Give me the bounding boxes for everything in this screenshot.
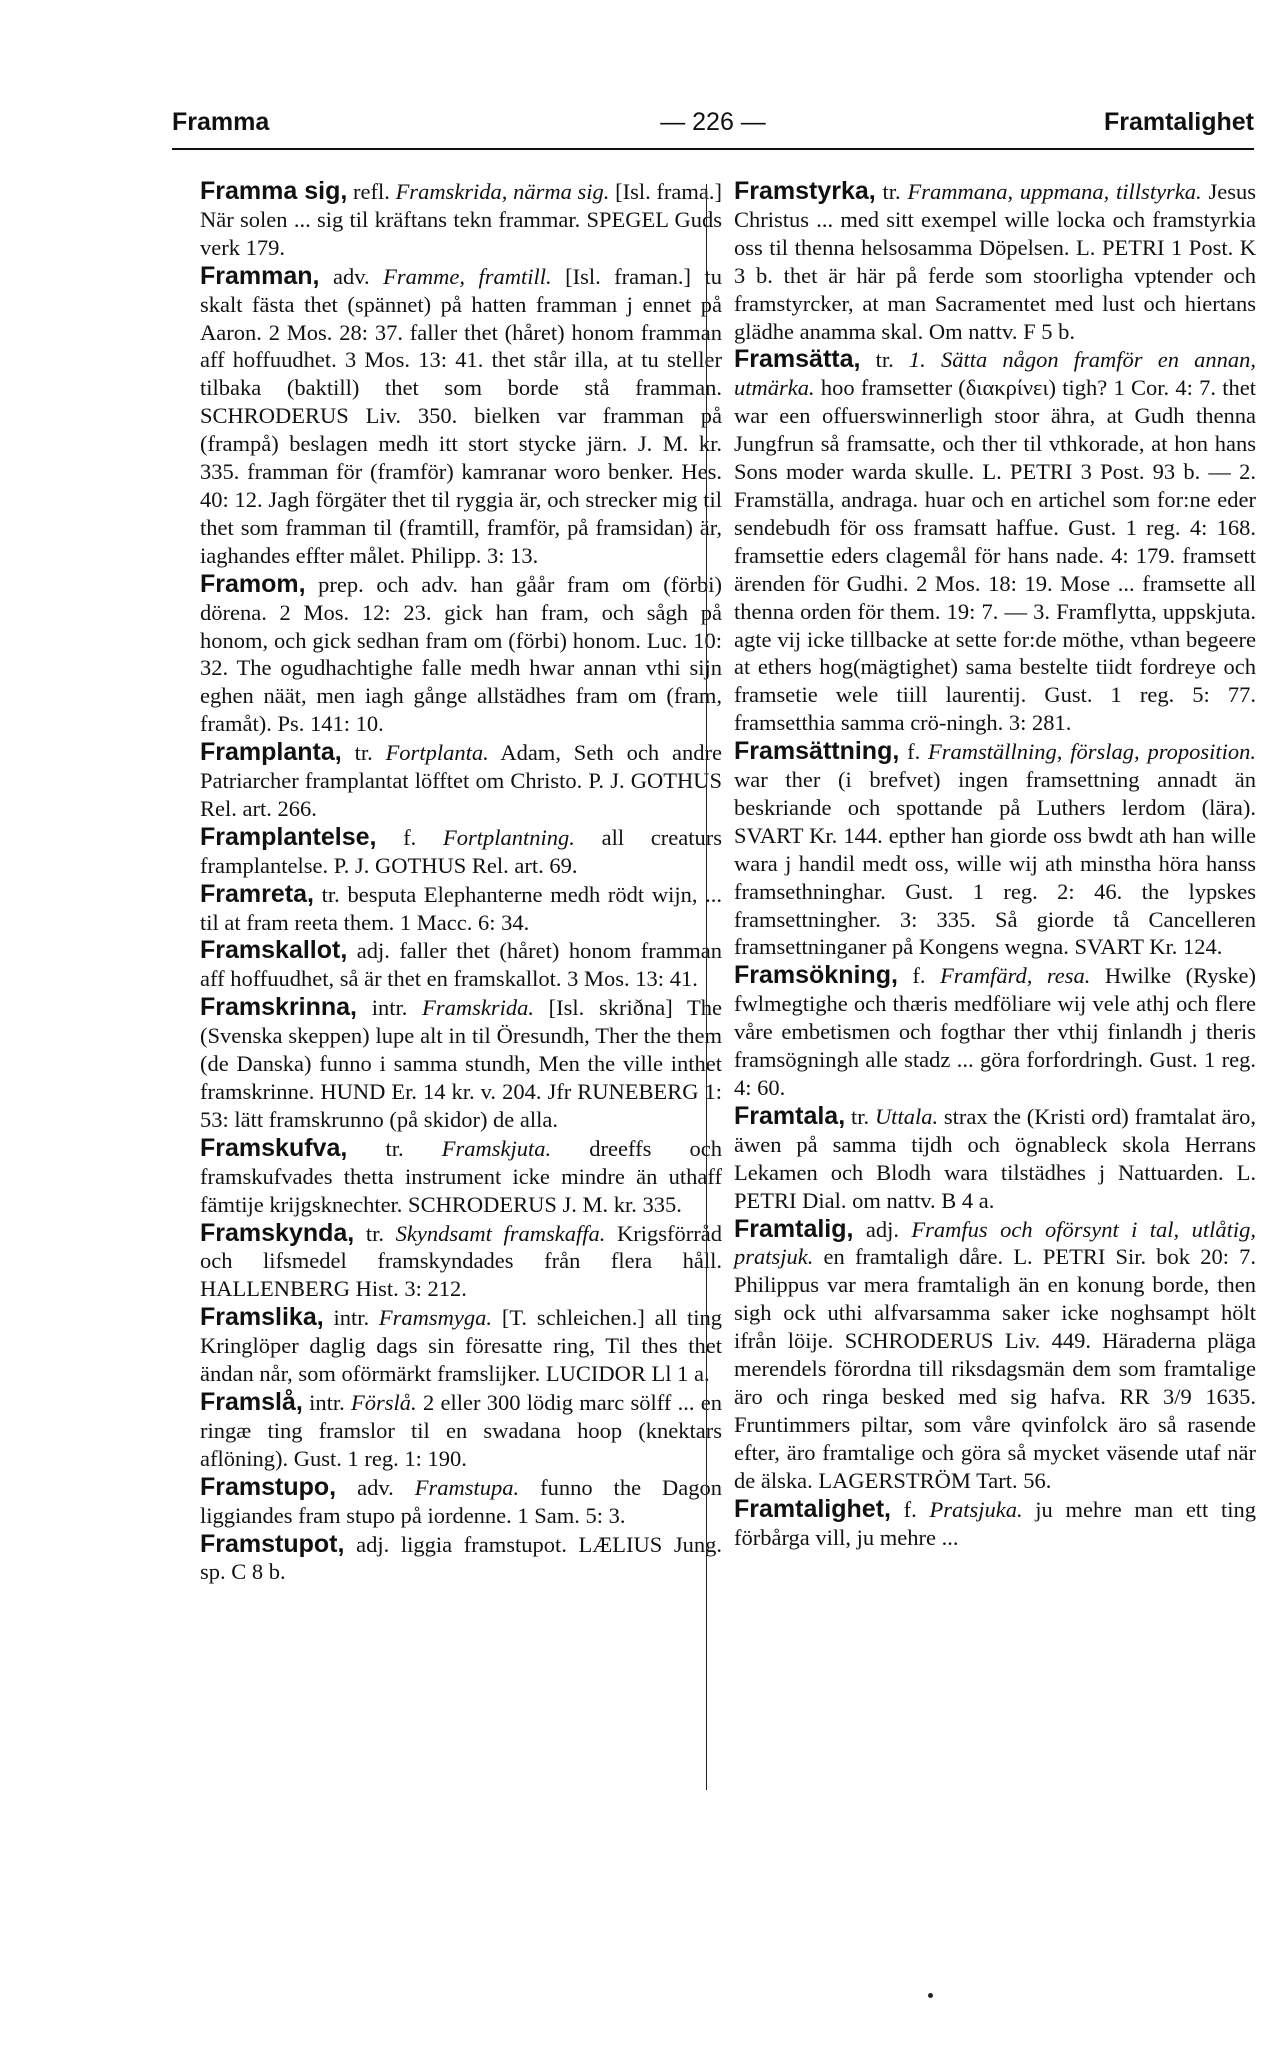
headword: Framsökning, — [734, 961, 898, 990]
part-of-speech: intr. — [302, 1389, 352, 1415]
sense-gloss: 1. Sätta någon framför en annan, utmärka. — [734, 347, 1256, 401]
entry-body: [Isl. skriðna] The (Svenska skeppen) lupe alt in til Öresundh, Ther the them (de Danska) funno i samma stundh, Men the ville inthet framskrinne. HUND Er. 14 kr. v. 204. Jfr RUNEBERG 1: 53: lätt framskrunno (på skidor) de alla. — [200, 995, 723, 1132]
headword: Framma sig, — [200, 177, 348, 205]
part-of-speech: intr. — [357, 995, 423, 1021]
part-of-speech: tr. — [313, 881, 348, 907]
dictionary-entry — [200, 1304, 722, 1388]
dictionary-entry — [734, 1496, 1256, 1552]
part-of-speech: f. — [376, 824, 443, 850]
headword: Framskallot, — [200, 936, 348, 965]
dictionary-entry — [734, 738, 1256, 961]
headword: Framstupot, — [200, 1529, 345, 1558]
headword: Framslå, — [200, 1387, 303, 1416]
entry-body: 2 eller 300 lödig marc sölff ... en ringæ ting framslor til en swadana hoop (knektars aflöning). Gust. 1 reg. 1: 190. — [200, 1389, 722, 1471]
headword: Framslika, — [200, 1303, 324, 1332]
part-of-speech: adj. — [347, 938, 400, 964]
sense-gloss: Framme, framtill. — [383, 263, 552, 289]
sense-gloss: Frammana, uppmana, tillstyrka. — [907, 179, 1202, 204]
dictionary-entry — [200, 263, 722, 570]
page-header — [172, 108, 1254, 148]
part-of-speech: prep. och adv. — [305, 571, 471, 597]
dictionary-entry — [734, 346, 1256, 737]
entry-body: all creaturs framplantelse. P. J. GOTHUS Rel. art. 69. — [200, 824, 722, 878]
entry-body: [Isl. frama.] När solen ... sig til kräftans tekn frammar. SPEGEL Guds verk 179. — [200, 179, 722, 260]
headword: Framreta, — [200, 879, 314, 908]
headword: Framplantelse, — [200, 822, 377, 851]
headword: Framstupo, — [200, 1472, 337, 1501]
entry-body: liggia framstupot. LÆLIUS Jung. sp. C 8 b. — [200, 1531, 722, 1585]
headword: Framplanta, — [200, 738, 342, 767]
headword: Framsättning, — [734, 737, 900, 766]
dictionary-entry — [200, 1389, 722, 1473]
sense-gloss: Fortplanta. — [385, 740, 489, 766]
entry-body: faller thet (håret) honom framman aff hoffuudhet, så är thet en framskallot. 3 Mos. 13: 41. — [200, 938, 722, 992]
sense-gloss: Förslå. — [351, 1389, 417, 1415]
header-right-word: Framtalighet — [1103, 108, 1254, 136]
dictionary-entry — [200, 824, 722, 880]
dictionary-entry — [200, 881, 722, 937]
headword: Framskufva, — [200, 1133, 348, 1162]
entry-body: [Isl. framan.] tu skalt fästa thet (spännet) på hatten framman j ennet på Aaron. 2 Mos. 28: 37. faller thet (håret) honom framman aff hoffuudhet. 3 Mos. 13: 41. thet står illa, at tu steller tilbaka (baktill) thet som borde stå framman. SCHRODERUS Liv. 350. bielken var framman på (frampå) beslagen medh itt stort stycke järn. J. M. kr. 335. framman för (framför) kamranar woro benker. Hes. 40: 12. Jagh förgäter thet til ryggia är, och strecker mig til thet som framman til (framtill, framför, på framsidan) är, iaghandes effter målet. Philipp. 3: 13. — [200, 263, 722, 568]
dictionary-entry — [734, 1103, 1256, 1215]
sense-gloss: Framstupa. — [414, 1474, 520, 1500]
entry-body: besputa Elephanterne medh rödt wijn, ... til at fram reeta them. 1 Macc. 6: 34. — [200, 881, 722, 935]
sense-gloss: Pratsjuka. — [929, 1496, 1023, 1522]
entry-body: Jesus Christus ... med sitt exempel wille locka och framstyrkia oss til thenna helsosamma Döpelsen. L. PETRI 1 Post. K 3 b. thet är här på ferde som stoorligha vptender och framstyrcker, at man Sacramentet med lust och hiertans glädhe anamma skal. Om nattv. F 5 b. — [734, 179, 1256, 344]
sense-gloss: Framfärd, resa. — [940, 963, 1091, 989]
right-column — [734, 178, 1256, 1552]
dictionary-entry — [200, 178, 722, 262]
dictionary-entry — [200, 994, 722, 1134]
part-of-speech: f. — [890, 1496, 930, 1522]
dictionary-entry — [734, 962, 1256, 1102]
dictionary-entry — [200, 1135, 722, 1219]
dictionary-entry — [734, 178, 1256, 345]
dictionary-entry — [200, 739, 722, 823]
part-of-speech: f. — [897, 963, 941, 989]
sense-gloss: Skyndsamt framskaffa. — [395, 1220, 606, 1246]
entry-body: ju mehre man ett ting förbårga vill, ju mehre ... — [734, 1496, 1256, 1550]
entry-body: Hwilke (Ryske) fwlmegtighe och thæris medföliare wij vele athj och flere våre embetismen och fogthar ther vthij finlandh j theris framsögningh alle stadz ... göra forfordringh. Gust. 1 reg. 4: 60. — [734, 963, 1256, 1100]
page-number: — 226 — — [660, 108, 766, 136]
headword: Framtalighet, — [734, 1494, 891, 1523]
headword: Framskrinna, — [200, 993, 358, 1022]
dictionary-entry — [200, 1474, 722, 1530]
header-left-word: Framma — [172, 108, 270, 136]
sense-gloss: Framskrida, närma sig. — [395, 179, 610, 204]
headword: Framtalig, — [734, 1214, 854, 1243]
entry-body: Krigsförråd och lifsmedel framskyndades från flera håll. HALLENBERG Hist. 3: 212. — [200, 1220, 723, 1302]
headword: Framstyrka, — [734, 177, 876, 205]
headword: Framskynda, — [200, 1218, 355, 1247]
headword: Framsätta, — [734, 345, 861, 374]
dictionary-entry — [200, 937, 722, 993]
part-of-speech: adv. — [336, 1474, 415, 1500]
sense-gloss: Framskrida. — [422, 995, 534, 1021]
entry-body: hoo framsetter (διακρίνει) tigh? 1 Cor. 4: 7. thet war een offuerswinnerligh stoor ähra, at Gudh thenna Jungfrun så framsatte, och ther til vthkorade, at hon hans Sons moder warda skulle. L. PETRI 3 Post. 93 b. — 2. Framställa, andraga. huar och en artichel som for:ne eder sendebudh för oss framsatt haffue. Gust. 1 reg. 4: 168. framsettie eders clagemål för hans nade. 4: 179. framsett ärenden för Gudhi. 2 Mos. 18: 19. Mose ... framsette all thenna orden för them. 19: 7. — 3. Framflytta, uppskjuta. agte vij icke tillbacke at sette for:de möthe, vthan begeere at ethers hog(mägtighet) sama bestelte tiidt fordreye och framsetie wele tiill laurentij. Gust. 1 reg. 5: 77. framsetthia samma crö-ningh. 3: 281. — [734, 375, 1256, 736]
entry-body: [T. schleichen.] all ting Kringlöper daglig dags sin föresatte ring, Til thes thet ändan når, som oförmärkt framslijker. LUCIDOR Ll 1 a. — [200, 1305, 722, 1387]
stray-dot — [928, 1993, 933, 1998]
sense-gloss: Framställning, förslag, proposition. — [928, 739, 1256, 765]
entry-body: dreeffs och framskufvades thetta instrument icke mindre än uthaff fämtije krijgsknechter. SCHRODERUS J. M. kr. 335. — [200, 1135, 722, 1217]
entry-body: han gåår fram om (förbi) dörena. 2 Mos. 12: 23. gick han fram, och sågh på honom, och gick sedhan fram om (förbi) honom. Luc. 10: 32. The ogudhachtighe falle medh hwar annan vthi sijn eghen näät, men iagh gånge allstädhes fram om (fram, framåt). Ps. 141: 10. — [200, 571, 722, 737]
part-of-speech: tr. — [341, 740, 386, 766]
part-of-speech: refl. — [347, 179, 396, 204]
headword: Framman, — [200, 261, 320, 290]
part-of-speech: f. — [899, 739, 929, 765]
part-of-speech: tr. — [354, 1220, 396, 1246]
headword: Framtala, — [734, 1101, 846, 1130]
entry-body: Adam, Seth och andre Patriarcher framplantat löfftet om Christo. P. J. GOTHUS Rel. art. 266. — [200, 740, 722, 821]
left-column — [200, 178, 722, 1587]
header-rule — [172, 148, 1254, 150]
dictionary-entry — [200, 1531, 722, 1587]
entry-body: strax the (Kristi ord) framtalat äro, äwen på samma tijdh och ögnableck skola Herrans Lekamen och Blodh wara tilstädhes j Nattuarden. L. PETRI Dial. om nattv. B 4 a. — [734, 1103, 1256, 1213]
part-of-speech: adj. — [853, 1216, 912, 1242]
sense-gloss: Framsmyga. — [378, 1305, 493, 1331]
part-of-speech: intr. — [323, 1305, 379, 1331]
dictionary-entry — [200, 571, 722, 738]
headword: Framom, — [200, 569, 306, 598]
entry-body: funno the Dagon liggiandes fram stupo på iordenne. 1 Sam. 5: 3. — [200, 1474, 723, 1528]
sense-gloss: Framskjuta. — [441, 1135, 552, 1161]
dictionary-entry — [200, 1220, 722, 1304]
sense-gloss: Framfus och oförsynt i tal, utlåtig, pratsjuk. — [734, 1216, 1256, 1270]
dictionary-entry — [734, 1216, 1256, 1495]
part-of-speech: adj. — [344, 1531, 401, 1557]
sense-gloss: Fortplantning. — [443, 824, 575, 850]
part-of-speech: tr. — [875, 179, 908, 204]
part-of-speech: tr. — [347, 1135, 442, 1161]
part-of-speech: adv. — [319, 263, 384, 289]
entry-body: en framtaligh dåre. L. PETRI Sir. bok 20: 7. Philippus var mera framtaligh än en konung borde, then sigh ock uthi alfvarsamma saker icke noghsampt hölt ifrån löije. SCHRODERUS Liv. 449. Häraderna pläga merendels förordna till riksdagsmän dem som framtalige äro och ringa besked med sig hafva. RR 3/9 1635. Fruntimmers piltar, som våre qvinfolck äro så rasende efter, äro framtalige och göra så mycket väsende utaf när de älska. LAGERSTRÖM Tart. 56. — [734, 1244, 1256, 1493]
part-of-speech: tr. — [845, 1103, 875, 1129]
entry-body: war ther (i brefvet) ingen framsettning annadt än beskriande och spottande på Luthers lerdom (lära). SVART Kr. 144. epther han giorde oss bwdt ath han wille wara j handil medt oss, wille wij ath minstha höra hanss framsethninghar. Gust. 1 reg. 2: 46. the lypskes framsettningher. 3: 335. Så giorde tå Cancelleren framsettninganer på Kongens wegna. SVART Kr. 124. — [734, 767, 1256, 960]
part-of-speech: tr. — [860, 347, 909, 373]
column-divider — [706, 184, 707, 1790]
sense-gloss: Uttala. — [874, 1103, 939, 1129]
